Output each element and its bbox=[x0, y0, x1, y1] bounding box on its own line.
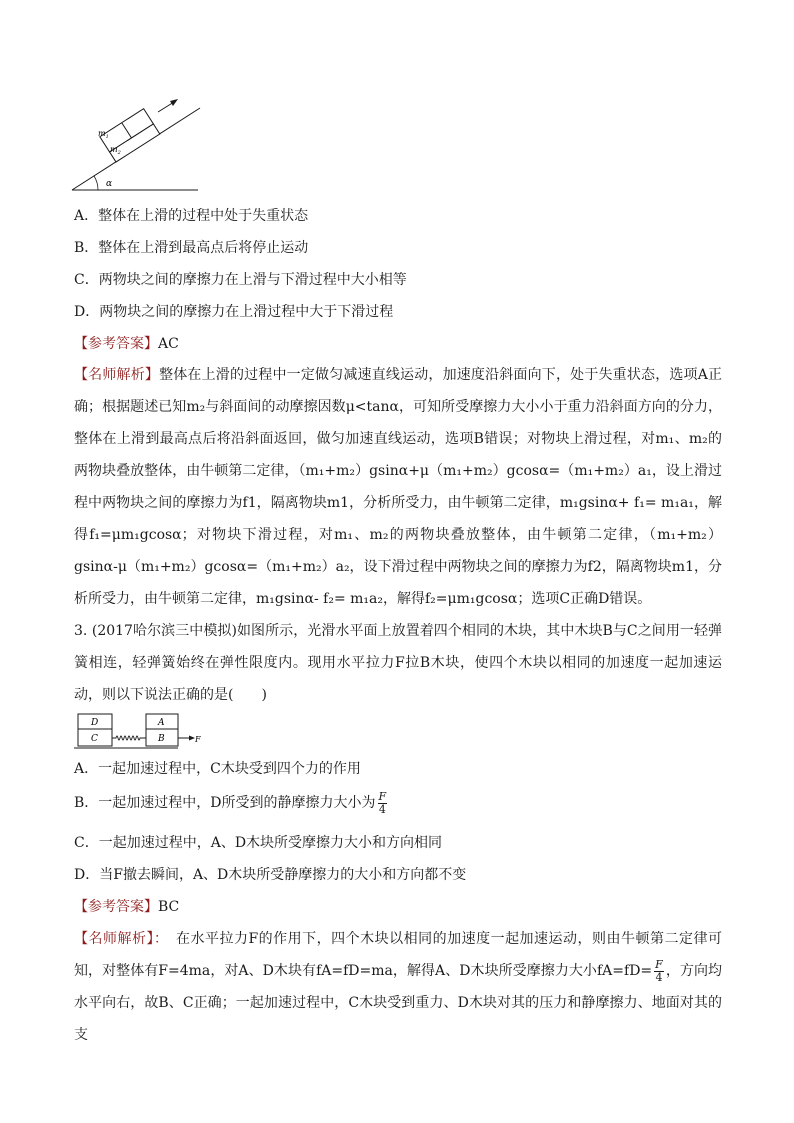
answer-value: AC bbox=[158, 336, 179, 352]
label-c: C bbox=[91, 734, 98, 744]
label-angle: α bbox=[106, 179, 113, 189]
arrow-head-icon bbox=[170, 99, 178, 106]
analysis-text-1: 在水平拉力F的作用下，四个木块以相同的加速度一起加速运动，则由牛顿第二定律可知，对整体有F=4ma，对A、D木块有fA=fD=ma，解得A、D木块所受摩擦力大小fA=fD= bbox=[74, 931, 722, 979]
q2-analysis bbox=[74, 359, 722, 615]
angle-arc bbox=[94, 176, 98, 190]
q3-stem: 3. (2017哈尔滨三中模拟)如图所示，光滑水平面上放置着四个相同的木块，其中木块B与C之间用一轻弹簧相连，轻弹簧始终在弹性限度内。现用水平拉力F拉B木块，使四个木块以相同的加速度一起加速运动，则以下说法正确的是( ) bbox=[74, 623, 722, 703]
stacked-blocks bbox=[100, 109, 160, 162]
blocks-spring-figure bbox=[74, 712, 204, 750]
q3-analysis bbox=[74, 923, 722, 1051]
incline-figure bbox=[70, 96, 202, 192]
label-b: B bbox=[158, 734, 165, 744]
q2-option-b: B．整体在上滑到最高点后将停止运动 bbox=[74, 240, 309, 256]
label-d: D bbox=[91, 718, 99, 728]
q2-option-a: A．整体在上滑的过程中处于失重状态 bbox=[74, 208, 309, 224]
q3-option-d: D．当F撤去瞬间，A、D木块所受静摩擦力的大小和方向都不变 bbox=[74, 867, 467, 883]
q3-option-a: A．一起加速过程中，C木块受到四个力的作用 bbox=[74, 761, 361, 777]
q3-option-c: C．一起加速过程中，A、D木块所受摩擦力大小和方向相同 bbox=[74, 835, 443, 851]
label-f: F bbox=[195, 735, 201, 744]
answer-value: BC bbox=[158, 899, 180, 915]
fraction: $\frac{F}{4}$ bbox=[378, 789, 387, 816]
q2-option-d: D．两物块之间的摩擦力在上滑过程中大于下滑过程 bbox=[74, 304, 394, 320]
analysis-text: 整体在上滑的过程中一定做匀减速直线运动，加速度沿斜面向下，处于失重状态，选项A正确；根据题述已知m₂与斜面间的动摩擦因数μ<tanα，可知所受摩擦力大小小于重力沿斜面方向的分力，整体在上滑到最高点后将沿斜面返回，做匀加速直线运动，选项B错误；对物块上滑过程，对m₁、m₂的两物块叠放整体，由牛顿第二定律，（m₁+m₂）gsinα+μ（m₁+m₂）gcosα=（m₁+m₂）a₁，设上滑过程中两物块之间的摩擦力为f1，隔离物块m1，分析所受力，由牛顿第二定律，m₁gsinα+ f₁= m₁a₁，解得f₁=μm₁gcosα；对物块下滑过程，对m₁、m₂的两物块叠放整体，由牛顿第二定律，（m₁+m₂）gsinα-μ（m₁+m₂）gcosα=（m₁+m₂）a₂，设下滑过程中两物块之间的摩擦力为f2，隔离物块m1，分析所受力，由牛顿第二定律，m₁gsinα- f₂= m₁a₂，解得f₂=μm₁gcosα；选项C正确D错误。 bbox=[74, 367, 723, 607]
answer-label: 【参考答案】 bbox=[74, 336, 158, 352]
label-m1: $m_1$ bbox=[98, 129, 109, 140]
analysis-label: 【名师解析】： bbox=[74, 931, 162, 947]
analysis-label: 【名师解析】 bbox=[74, 367, 160, 383]
spring bbox=[112, 736, 146, 740]
fraction: $\frac{F}{4}$ bbox=[655, 957, 663, 984]
label-m2: $m_2$ bbox=[110, 145, 121, 156]
q2-option-c: C．两物块之间的摩擦力在上滑与下滑过程中大小相等 bbox=[74, 272, 407, 288]
q3-option-b bbox=[74, 788, 734, 818]
q3-answer bbox=[74, 898, 734, 916]
analysis-text-2: ，方向均水平向右，故B、C正确；一起加速过程中，C木块受到重力、D木块对其的压力和静摩擦力、地面对其的支 bbox=[74, 963, 722, 1043]
label-a: A bbox=[158, 718, 165, 728]
q2-answer bbox=[74, 335, 734, 353]
option-b-text: B．一起加速过程中，D所受到的静摩擦力大小为 bbox=[74, 795, 376, 811]
answer-label: 【参考答案】 bbox=[74, 899, 158, 915]
